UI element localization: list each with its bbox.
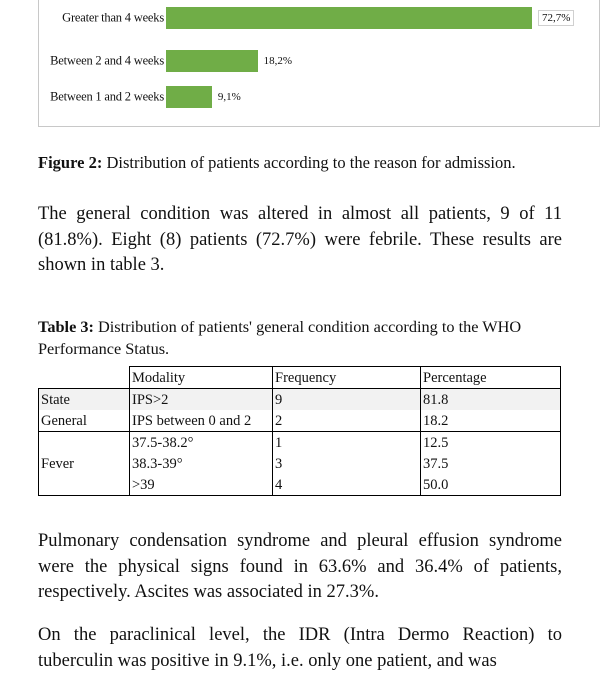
group-fever-bottom — [39, 474, 130, 496]
figure-caption-label: Figure 2: — [38, 153, 103, 172]
cell-percentage: 12.5 — [421, 432, 561, 454]
data-label: 18,2% — [263, 55, 293, 67]
bar — [166, 7, 532, 29]
paragraph-physical-signs: Pulmonary condensation syndrome and pleural effusion syndrome were the physical signs found in 63.6% and 36.4% of patients, respectively. Ascites was associated in 27.3%. — [38, 531, 562, 602]
figure-caption-text: Distribution of patients according to the reason for admission. — [102, 153, 516, 172]
header-modality: Modality — [130, 367, 273, 389]
bar — [166, 50, 258, 72]
table-caption-label: Table 3: — [38, 317, 94, 336]
table-corner-cell — [39, 367, 130, 389]
cell-frequency: 3 — [273, 453, 421, 474]
table-header-row — [39, 367, 561, 389]
group-fever-top — [39, 432, 130, 454]
table-3 — [38, 366, 561, 496]
cell-percentage: 81.8 — [421, 389, 561, 411]
table-caption-text: Distribution of patients' general condition according to the WHO Performance Status. — [38, 317, 522, 358]
category-label: Greater than 4 weeks — [62, 10, 164, 25]
table-row — [39, 410, 561, 432]
table-row — [39, 389, 561, 411]
cell-modality: >39 — [130, 474, 273, 496]
table-caption — [38, 316, 564, 360]
paragraph-general-condition: The general condition was altered in almost all patients, 9 of 11 (81.8%). Eight (8) patients (72.7%) were febrile. These results are shown in table 3. — [38, 204, 562, 275]
paragraph-paraclinical: On the paraclinical level, the IDR (Intra Dermo Reaction) to tuberculin was positive in 9.1%, i.e. only one patient, and was — [38, 625, 562, 671]
cell-frequency: 2 — [273, 410, 421, 432]
cell-modality: IPS>2 — [130, 389, 273, 411]
category-label: Between 2 and 4 weeks — [50, 53, 164, 68]
figure-caption — [38, 153, 516, 173]
cell-modality: IPS between 0 and 2 — [130, 410, 273, 432]
cell-percentage: 37.5 — [421, 453, 561, 474]
table-row — [39, 432, 561, 454]
cell-modality: 38.3-39° — [130, 453, 273, 474]
table-row — [39, 474, 561, 496]
group-fever: Fever — [39, 453, 130, 474]
data-label: 72,7% — [538, 10, 574, 26]
group-general: General — [39, 410, 130, 432]
table-row — [39, 453, 561, 474]
bar-chart — [38, 0, 600, 128]
header-frequency: Frequency — [273, 367, 421, 389]
cell-frequency: 9 — [273, 389, 421, 411]
cell-frequency: 4 — [273, 474, 421, 496]
group-state: State — [39, 389, 130, 411]
cell-modality: 37.5-38.2° — [130, 432, 273, 454]
bar — [166, 86, 212, 108]
cell-percentage: 18.2 — [421, 410, 561, 432]
data-label: 9,1% — [217, 91, 241, 103]
cell-percentage: 50.0 — [421, 474, 561, 496]
category-label: Between 1 and 2 weeks — [50, 89, 164, 104]
cell-frequency: 1 — [273, 432, 421, 454]
header-percentage: Percentage — [421, 367, 561, 389]
